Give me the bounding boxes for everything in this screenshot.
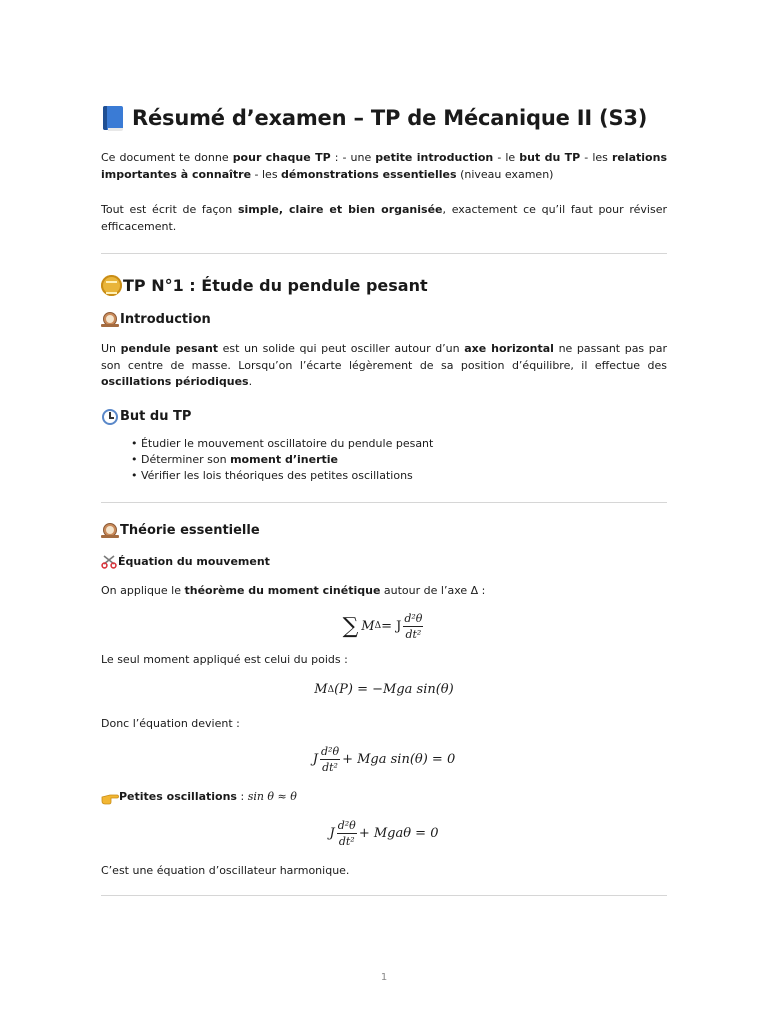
seul-paragraph: Le seul moment appliqué est celui du poids : — [101, 652, 348, 666]
book-icon — [101, 104, 125, 132]
intro-bold: pour chaque TP — [232, 151, 331, 164]
eq1-fraction — [403, 612, 423, 641]
theorie-heading — [101, 519, 667, 541]
eq3-numerator: d²θ — [321, 744, 340, 758]
mantel-clock-icon — [101, 521, 119, 539]
document-page — [101, 96, 667, 896]
section-divider — [101, 253, 667, 254]
intro-text: : - une — [330, 151, 376, 164]
donc-paragraph: Donc l’équation devient : — [101, 717, 240, 731]
page-number: 1 — [380, 972, 388, 983]
applique-text: On applique le — [101, 584, 185, 598]
equation-poids — [101, 680, 667, 706]
summary-text: , exactement ce qu’il faut pour réviser efficacement. — [101, 203, 667, 233]
applique-paragraph — [101, 583, 667, 600]
introduction-text: . — [248, 375, 253, 388]
intro-text: Ce document te donne — [101, 151, 233, 164]
eq3-fraction — [320, 745, 340, 774]
intro-bold: petite introduction — [375, 151, 494, 164]
eq4-rest: + Mgaθ = 0 — [358, 825, 439, 841]
section-divider — [101, 502, 667, 503]
petites-label: Petites oscillations — [119, 790, 237, 804]
summary-paragraph — [101, 202, 667, 235]
eq1-lhs: M — [361, 618, 375, 634]
eq2-sub: Δ — [327, 684, 335, 695]
but-heading-text: But du TP — [120, 409, 192, 424]
sum-symbol: ∑ — [342, 613, 359, 639]
scissors-icon — [101, 553, 117, 569]
list-item-text: • Étudier le mouvement oscillatoire du pendule pesant — [131, 436, 434, 450]
applique-bold: théorème du moment cinétique — [184, 584, 381, 598]
intro-bold: démonstrations essentielles — [281, 167, 457, 181]
introduction-text: ne passant pas par son centre de masse. Lorsqu’on l’écarte légèrement de sa position d’équilibre, il effectue des — [101, 342, 668, 372]
equation-heading — [101, 551, 667, 571]
equation-moment — [101, 608, 667, 652]
petites-separator: : — [236, 790, 248, 804]
eq3-denominator: dt² — [322, 760, 338, 774]
intro-bold: relations importantes à connaître — [101, 151, 667, 181]
tp1-heading-text: TP N°1 : Étude du pendule pesant — [123, 275, 428, 295]
intro-text: (niveau examen) — [456, 167, 554, 181]
list-item — [131, 436, 667, 452]
eq4-denominator: dt² — [338, 834, 355, 848]
introduction-heading — [101, 308, 667, 330]
equation-heading-text: Équation du mouvement — [118, 554, 270, 568]
eq1-numerator: d²θ — [404, 611, 423, 625]
eq4-numerator: d²θ — [337, 818, 356, 832]
but-list — [101, 436, 667, 485]
equation-complete — [101, 741, 667, 785]
introduction-text: Un — [101, 342, 121, 355]
but-heading — [101, 406, 667, 428]
eq1-sub: Δ — [374, 621, 382, 632]
eq3-rest: + Mga sin(θ) = 0 — [342, 751, 456, 767]
summary-text: Tout est écrit de façon — [101, 203, 238, 216]
introduction-text: est un solide qui peut osciller autour d’un — [218, 342, 465, 355]
intro-text: - le — [493, 151, 520, 164]
list-item — [131, 468, 667, 484]
document-title — [101, 96, 667, 140]
eq1-equals: = J — [381, 618, 402, 634]
tp1-heading — [101, 273, 667, 297]
eq2-rest: (P) = −Mga sin(θ) — [334, 682, 454, 698]
eq4-j: J — [329, 825, 335, 841]
applique-text: autour de l’axe Δ : — [380, 584, 486, 598]
list-item-text: • Vérifier les lois théoriques des petites oscillations — [131, 469, 413, 483]
eq4-fraction — [337, 819, 357, 848]
eq3-j: J — [312, 751, 318, 767]
intro-paragraph — [101, 150, 667, 183]
petites-oscillations-line — [101, 787, 667, 807]
intro-bold: but du TP — [519, 151, 581, 164]
introduction-bold: pendule pesant — [120, 342, 219, 355]
section-divider — [101, 895, 667, 896]
intro-text: - les — [251, 167, 282, 181]
theorie-heading-text: Théorie essentielle — [120, 522, 260, 538]
introduction-bold: oscillations périodiques — [101, 375, 249, 388]
introduction-heading-text: Introduction — [120, 311, 211, 327]
equation-harmonique — [101, 815, 667, 859]
list-item-text: • Déterminer son — [131, 452, 231, 466]
petites-math: sin θ ≈ θ — [247, 790, 297, 804]
pointing-hand-icon — [101, 789, 119, 805]
introduction-bold: axe horizontal — [464, 342, 554, 355]
clock-face-icon — [101, 408, 119, 426]
mantel-clock-icon — [101, 310, 119, 328]
introduction-paragraph — [101, 341, 667, 391]
eq1-denominator: dt² — [405, 627, 422, 641]
intro-text: - les — [580, 151, 612, 164]
list-item — [131, 452, 667, 468]
list-item-bold: moment d’inertie — [230, 452, 338, 466]
eq2-m: M — [314, 682, 328, 698]
summary-bold: simple, claire et bien organisée — [237, 203, 443, 216]
conclusion-paragraph: C’est une équation d’oscillateur harmonique. — [101, 863, 350, 877]
document-title-text: Résumé d’examen – TP de Mécanique II (S3) — [132, 106, 648, 130]
coin-icon — [101, 275, 122, 296]
